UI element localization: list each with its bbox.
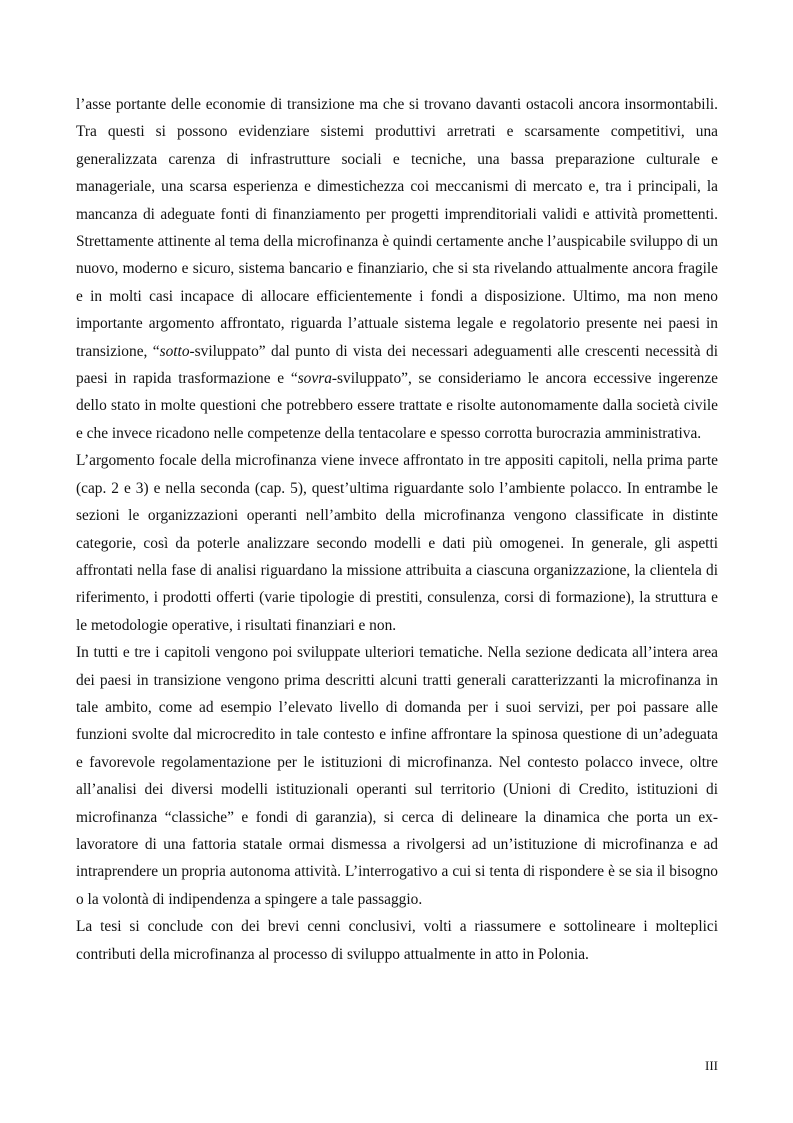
italic-term-sotto: sotto [159,342,190,360]
paragraph-text: -sviluppato” dal punto di vista dei necessari adeguamenti alle crescenti necessità di paesi in rapida trasformazione e “ [76,342,718,388]
paragraph-transition-economies [76,91,718,447]
paragraph-text: l’asse portante delle economie di transizione ma che si trovano davanti ostacoli ancora insormontabili. Tra questi si possono evidenziare sistemi produttivi arretrati e scarsamente competitivi, una generalizzata carenza di infrastrutture sociali e tecniche, una bassa preparazione culturale e manageriale, una scarsa esperienza e dimestichezza coi meccanismi di mercato e, tra i principali, la mancanza di adeguate fonti di finanziamento per progetti imprenditoriali validi e attività promettenti. Strettamente attinente al tema della microfinanza è quindi certamente anche l’auspicabile sviluppo di un nuovo, moderno e sicuro, sistema bancario e finanziario, che si sta rivelando attualmente ancora fragile e in molti casi incapace di allocare efficientemente i fondi a disposizione. Ultimo, ma non meno importante argomento affrontato, riguarda l’attuale sistema legale e regolatorio presente nei paesi in transizione, “ [76,96,718,360]
document-page [76,91,718,968]
paragraph-microfinance-focus: L’argomento focale della microfinanza viene invece affrontato in tre appositi capitoli, nella prima parte (cap. 2 e 3) e nella seconda (cap. 5), quest’ultima riguardante solo l’ambiente polacco. In entrambe le sezioni le organizzazioni operanti nell’ambito della microfinanza vengono classificate in distinte categorie, così da poterle analizzare secondo modelli e dati più omogenei. In generale, gli aspetti affrontati nella fase di analisi riguardano la missione attribuita a ciascuna organizzazione, la clientela di riferimento, i prodotti offerti (varie tipologie di prestiti, consulenza, corsi di formazione), la struttura e le metodologie operative, i risultati finanziari e non. [76,452,718,634]
paragraph-further-themes: In tutti e tre i capitoli vengono poi sviluppate ulteriori tematiche. Nella sezione dedicata all’intera area dei paesi in transizione vengono prima descritti alcuni tratti generali caratterizzanti la microfinanza in tale ambito, come ad esempio l’elevato livello di domanda per i suoi servizi, per poi passare alle funzioni svolte dal microcredito in tale contesto e infine affrontare la spinosa questione di un’adeguata e favorevole regolamentazione per le istituzioni di microfinanza. Nel contesto polacco invece, oltre all’analisi dei diversi modelli istituzionali operanti sul territorio (Unioni di Credito, istituzioni di microfinanza “classiche” e fondi di garanzia), si cerca di delineare la dinamica che porta un ex-lavoratore di una fattoria statale ormai dismessa a rivolgersi ad un’istituzione di microfinanza e ad intraprendere un propria autonoma attività. L’interrogativo a cui si tenta di rispondere è se sia il bisogno o la volontà di indipendenza a spingere a tale passaggio. [76,644,718,908]
paragraph-text: -sviluppato”, se consideriamo le ancora eccessive ingerenze dello stato in molte questioni che potrebbero essere trattate e risolte autonomamente dalla società civile e che invece ricadono nelle competenze della tentacolare e spesso corrotta burocrazia amministrativa. [76,370,718,442]
italic-term-sovra: sovra [297,370,332,388]
page-number: III [705,1058,718,1073]
paragraph-conclusion: La tesi si conclude con dei brevi cenni conclusivi, volti a riassumere e sottolineare i molteplici contributi della microfinanza al processo di sviluppo attualmente in atto in Polonia. [76,918,718,963]
